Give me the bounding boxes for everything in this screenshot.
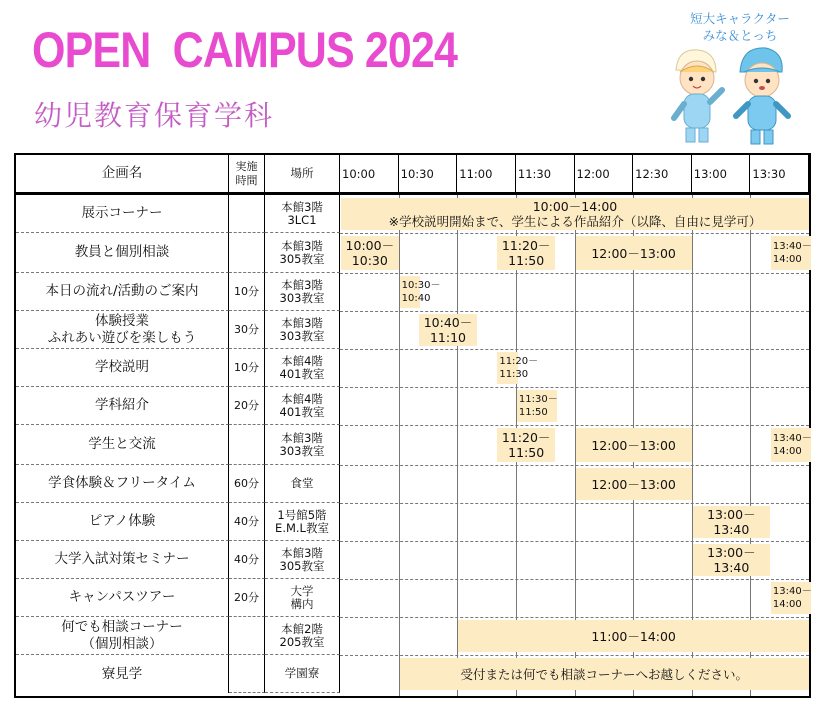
column-header-program: 企画名 [16, 155, 229, 195]
mascot-characters-illustration [664, 42, 814, 152]
location-cell: 本館4階 401教室 [265, 387, 340, 425]
event-block: 13:40－ 14:00 [771, 582, 811, 614]
row-divider [340, 349, 809, 350]
program-name: 寮見学 [16, 655, 229, 693]
program-name: 学食体験＆フリータイム [16, 465, 229, 503]
event-block: 10:00－ 10:30 [341, 236, 399, 270]
location-cell: 食堂 [265, 465, 340, 503]
row-divider [340, 579, 809, 580]
duration-cell: 40分 [229, 541, 265, 579]
row-divider [340, 387, 809, 388]
time-header-1230: 12:30 [633, 155, 692, 195]
time-header-1200: 12:00 [575, 155, 634, 195]
page-title: OPEN CAMPUS 2024 [32, 22, 458, 78]
column-header-location: 場所 [265, 155, 340, 195]
row-divider [340, 617, 809, 618]
row-divider [340, 233, 809, 234]
location-cell: 本館4階 401教室 [265, 349, 340, 387]
event-block: 13:40－ 14:00 [771, 236, 811, 270]
duration-cell [229, 425, 265, 465]
program-name: 展示コーナー [16, 195, 229, 233]
grid-line [399, 195, 400, 696]
time-header-1330: 13:30 [750, 155, 809, 195]
program-name: ピアノ体験 [16, 503, 229, 541]
program-name: 大学入試対策セミナー [16, 541, 229, 579]
program-name: 体験授業 ふれあい遊びを楽しもう [16, 311, 229, 349]
event-block: 12:00－13:00 [576, 236, 692, 270]
program-name: 本日の流れ/活動のご案内 [16, 273, 229, 311]
time-header-1130: 11:30 [516, 155, 575, 195]
event-block: 10:00－14:00 ※学校説明開始まで、学生による作品紹介（以降、自由に見学可） [341, 198, 809, 230]
event-block: 10:30－ 10:40 [400, 276, 421, 308]
time-header-1000: 10:00 [340, 155, 399, 195]
event-block: 12:00－13:00 [576, 468, 692, 500]
program-name: 学科紹介 [16, 387, 229, 425]
program-name: 学生と交流 [16, 425, 229, 465]
row-divider [340, 311, 809, 312]
location-cell: 本館2階 205教室 [265, 617, 340, 655]
event-block: 10:40－ 11:10 [419, 314, 477, 346]
schedule-table [14, 153, 811, 698]
location-cell: 本館3階 303教室 [265, 273, 340, 311]
location-cell: 本館3階 303教室 [265, 425, 340, 465]
location-cell: 本館3階 305教室 [265, 541, 340, 579]
duration-cell: 20分 [229, 579, 265, 617]
duration-cell [229, 617, 265, 655]
event-block: 13:40－ 14:00 [771, 428, 811, 462]
duration-cell [229, 655, 265, 693]
row-divider [340, 273, 809, 274]
duration-cell: 10分 [229, 273, 265, 311]
row-divider [340, 503, 809, 504]
column-header-duration: 実施 時間 [229, 155, 265, 195]
row-divider [340, 541, 809, 542]
time-header-1100: 11:00 [457, 155, 516, 195]
time-header-1030: 10:30 [399, 155, 458, 195]
row-divider [340, 465, 809, 466]
location-cell: 本館3階 305教室 [265, 233, 340, 273]
department-name: 幼児教育保育学科 [34, 99, 275, 132]
location-cell: 大学 構内 [265, 579, 340, 617]
time-header-1300: 13:00 [692, 155, 751, 195]
duration-cell: 30分 [229, 311, 265, 349]
character-caption-line1: 短大キャラクター [690, 11, 790, 26]
event-block: 11:20－ 11:50 [497, 236, 555, 270]
character-caption-line2: みな＆とっち [702, 28, 778, 43]
mascot-totchi [736, 48, 788, 144]
location-cell: 1号館5階 E.M.L教室 [265, 503, 340, 541]
row-divider [340, 425, 809, 426]
row-divider [340, 655, 809, 656]
event-block: 13:00－13:40 [693, 506, 770, 538]
location-cell: 本館3階 3LC1 [265, 195, 340, 233]
duration-cell [229, 195, 265, 233]
duration-cell: 60分 [229, 465, 265, 503]
duration-cell: 20分 [229, 387, 265, 425]
event-block: 11:00－14:00 [458, 620, 809, 652]
event-block: 11:20－ 11:30 [497, 352, 518, 384]
location-cell: 学園寮 [265, 655, 340, 693]
event-block: 受付または何でも相談コーナーへお越しください。 [400, 658, 809, 690]
event-block: 11:30－ 11:50 [517, 390, 557, 422]
event-block: 13:00－13:40 [693, 544, 770, 576]
program-name: 何でも相談コーナー （個別相談） [16, 617, 229, 655]
mascot-mina [674, 50, 722, 142]
character-caption [670, 10, 810, 44]
duration-cell [229, 233, 265, 273]
duration-cell: 10分 [229, 349, 265, 387]
duration-cell: 40分 [229, 503, 265, 541]
location-cell: 本館3階 303教室 [265, 311, 340, 349]
program-name: キャンパスツアー [16, 579, 229, 617]
event-block: 11:20－ 11:50 [497, 428, 555, 462]
event-block: 12:00－13:00 [576, 428, 692, 462]
program-name: 教員と個別相談 [16, 233, 229, 273]
program-name: 学校説明 [16, 349, 229, 387]
